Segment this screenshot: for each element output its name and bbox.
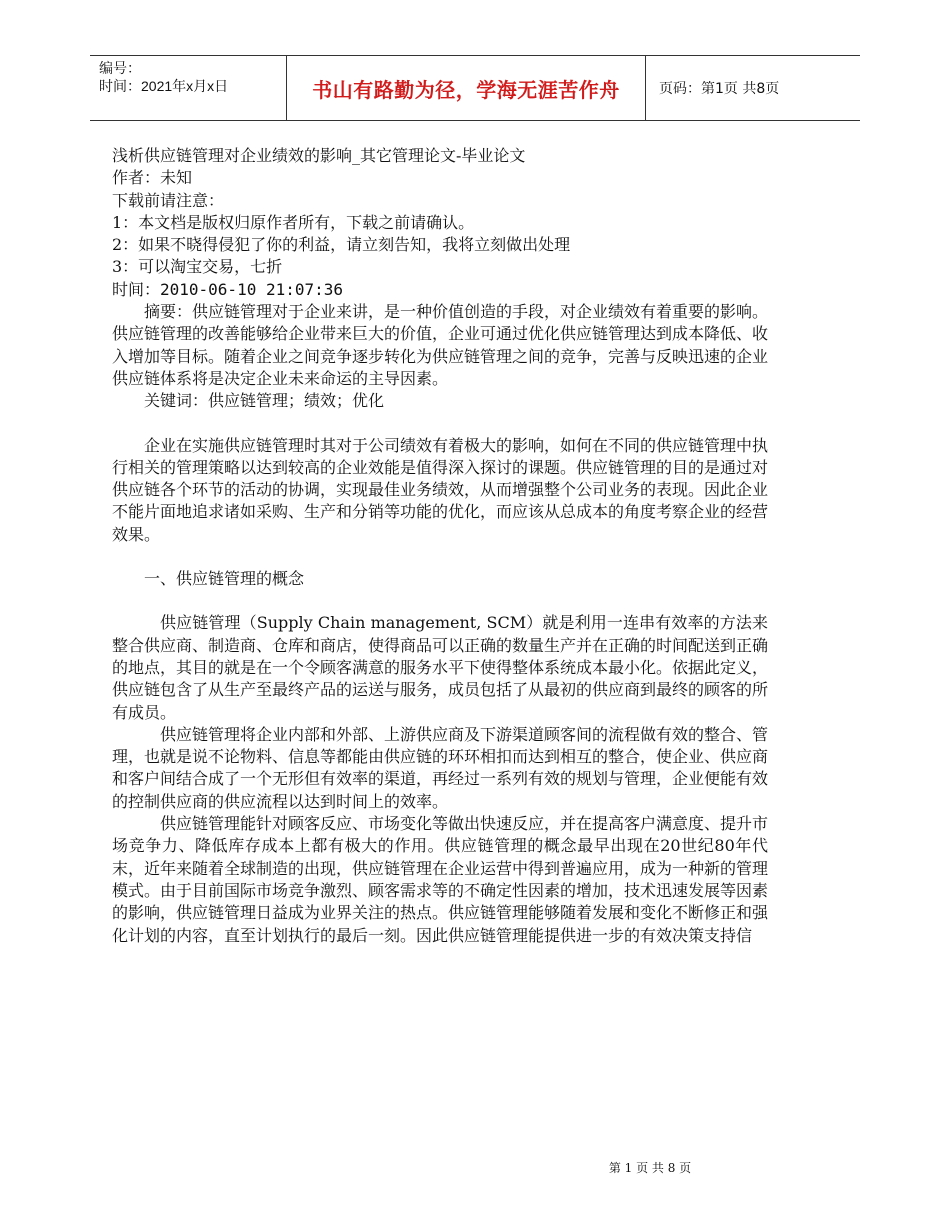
intro-paragraph: 企业在实施供应链管理时其对于公司绩效有着极大的影响，如何在不同的供应链管理中执行相关的管理策略以达到较高的企业效能是值得深入探讨的课题。供应链管理的目的是通过对供应链各个环节的活动的协调，实现最佳业务绩效，从而增强整个公司业务的表现。因此企业不能片面地追求诸如采购、生产和分销等功能的优化，而应该从总成本的角度考察企业的经营效果。 [112,435,769,544]
notice-item-3: 3：可以淘宝交易，七折 [112,257,283,277]
notice-item-1: 1：本文档是版权归原作者所有，下载之前请确认。 [112,212,475,232]
body-paragraph-2: 供应链管理将企业内部和外部、上游供应商及下游渠道顾客间的流程做有效的整合、管理，也就是说不论物料、信息等都能由供应链的环环相扣而达到相互的整合，使企业、供应商和客户间结合成了一个无形但有效率的渠道，再经过一系列有效的规划与管理，企业便能有效的控制供应商的供应流程以达到时间上的效率。 [112,724,769,811]
header-motto: 书山有路勤为径，学海无涯苦作舟 [312,77,620,102]
notice-heading: 下载前请注意： [112,190,225,210]
document-time: 时间：2010-06-10 21:07:36 [112,279,344,299]
header-page-info: 页码：第1页 共8页 [659,81,780,97]
number-label: 编号： [99,60,141,76]
header-page-cell [646,56,860,120]
body-paragraph-1: 供应链管理（Supply Chain management, SCM）就是利用一连串有效率的方法来整合供应商、制造商、仓库和商店，使得商品可以正确的数量生产并在正确的时间配送到正确的地点，其目的就是在一个令顾客满意的服务水平下使得整体系统成本最小化。依据此定义，供应链包含了从生产至最终产品的运送与服务，成员包括了从最初的供应商到最终的顾客的所有成员。 [112,613,769,722]
document-author: 作者：未知 [112,168,193,188]
document-body [112,145,768,947]
page-header [90,55,860,121]
header-info-cell [90,56,286,120]
body-paragraph-3: 供应链管理能针对顾客反应、市场变化等做出快速反应，并在提高客户满意度、提升市场竞争力、降低库存成本上都有极大的作用。供应链管理的概念最早出现在20世纪80年代末，近年来随着全球制造的出现，供应链管理在企业运营中得到普遍应用，成为一种新的管理模式。由于目前国际市场竞争激烈、顾客需求等的不确定性因素的增加，技术迅速发展等因素的影响，供应链管理日益成为业界关注的热点。供应链管理能够随着发展和变化不断修正和强化计划的内容，直至计划执行的最后一刻。因此供应链管理能提供进一步的有效决策支持信 [112,814,769,945]
header-motto-cell [286,56,646,120]
abstract-paragraph: 摘要：供应链管理对于企业来讲，是一种价值创造的手段，对企业绩效有着重要的影响。供应链管理的改善能够给企业带来巨大的价值，企业可通过优化供应链管理达到成本降低、收入增加等目标。随着企业之间竞争逐步转化为供应链管理之间的竞争，完善与反映迅速的企业供应链体系将是决定企业未来命运的主导因素。 [112,302,769,388]
section-1-heading: 一、供应链管理的概念 [144,569,305,589]
document-title: 浅析供应链管理对企业绩效的影响_其它管理论文-毕业论文 [112,146,526,165]
spacer [112,546,768,568]
keywords-line: 关键词：供应链管理；绩效；优化 [144,391,385,411]
spacer [112,413,768,435]
page-footer [0,1159,950,1176]
footer-page-number: 第 1 页 共 8 页 [608,1161,692,1175]
notice-item-2: 2：如果不晓得侵犯了你的利益，请立刻告知，我将立刻做出处理 [112,235,571,255]
time-label: 时间：2021年x月x日 [99,78,229,94]
spacer [112,590,768,612]
